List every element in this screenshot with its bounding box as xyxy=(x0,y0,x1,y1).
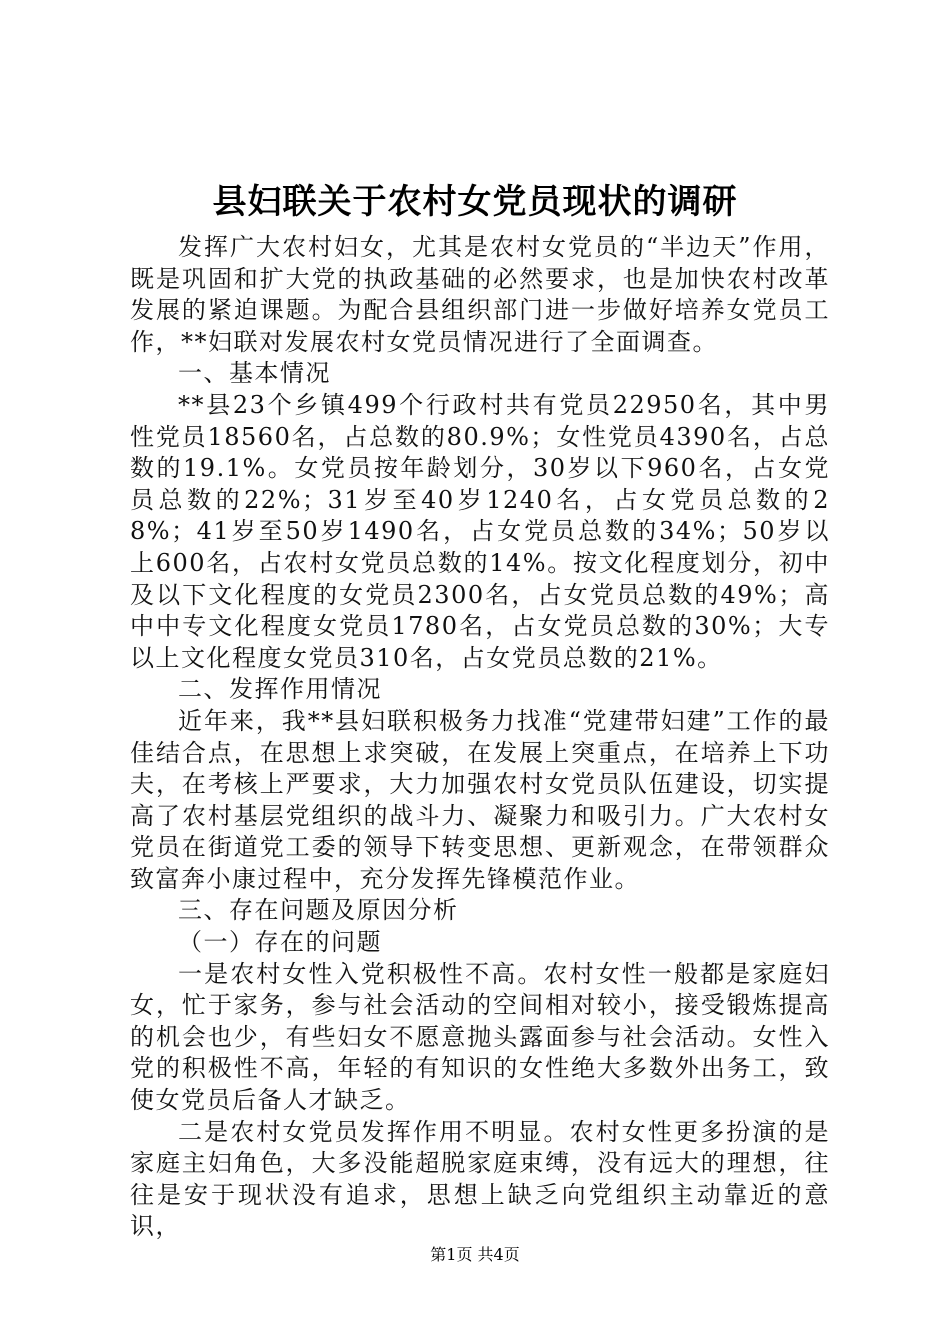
section-heading-role: 二、发挥作用情况 xyxy=(178,675,382,704)
section-heading-problems: 三、存在问题及原因分析 xyxy=(178,896,459,925)
intro-paragraph: 发挥广大农村妇女，尤其是农村女党员的“半边天”作用，既是巩固和扩大党的执政基础的必然要求，也是加快农村改革发展的紧迫课题。为配合县组织部门进一步做好培养女党员工作，**妇联对发展农村女党员情况进行了全面调查。 xyxy=(130,233,830,356)
page-number-footer: 第1页 共4页 xyxy=(430,1245,520,1264)
problem-two-paragraph: 二是农村女党员发挥作用不明显。农村女性更多扮演的是家庭主妇角色，大多没能超脱家庭束缚，没有远大的理想，往往是安于现状没有追求，思想上缺乏向党组织主动靠近的意识， xyxy=(130,1117,830,1241)
section-heading-basic-situation: 一、基本情况 xyxy=(178,359,331,388)
document-title: 县妇联关于农村女党员现状的调研 xyxy=(212,182,738,222)
statistics-paragraph: **县23个乡镇499个行政村共有党员22950名，其中男性党员18560名，占总数的80.9%；女性党员4390名，占总数的19.1%。女党员按年龄划分，30岁以下960名，占女党员总数的22%；31岁至40岁1240名，占女党员总数的28%；41岁至50岁1490名，占女党员总数的34%；50岁以上600名，占农村女党员总数的14%。按文化程度划分，初中及以下文化程度的女党员2300名，占女党员总数的49%；高中中专文化程度女党员1780名，占女党员总数的30%；大专以上文化程度女党员310名，占女党员总数的21%。 xyxy=(130,390,830,672)
role-paragraph: 近年来，我**县妇联积极务力找准“党建带妇建”工作的最佳结合点，在思想上求突破，在发展上突重点，在培养上下功夫，在考核上严要求，大力加强农村女党员队伍建设，切实提高了农村基层党组织的战斗力、凝聚力和吸引力。广大农村女党员在街道党工委的领导下转变思想、更新观念，在带领群众致富奔小康过程中，充分发挥先锋模范作业。 xyxy=(130,706,830,893)
subsection-heading-existing-problems: （一）存在的问题 xyxy=(178,928,382,957)
document-body xyxy=(130,232,830,1243)
problem-one-paragraph: 一是农村女性入党积极性不高。农村女性一般都是家庭妇女，忙于家务，参与社会活动的空间相对较小，接受锻炼提高的机会也少，有些妇女不愿意抛头露面参与社会活动。女性入党的积极性不高，年轻的有知识的女性绝大多数外出务工，致使女党员后备人才缺乏。 xyxy=(130,959,830,1115)
